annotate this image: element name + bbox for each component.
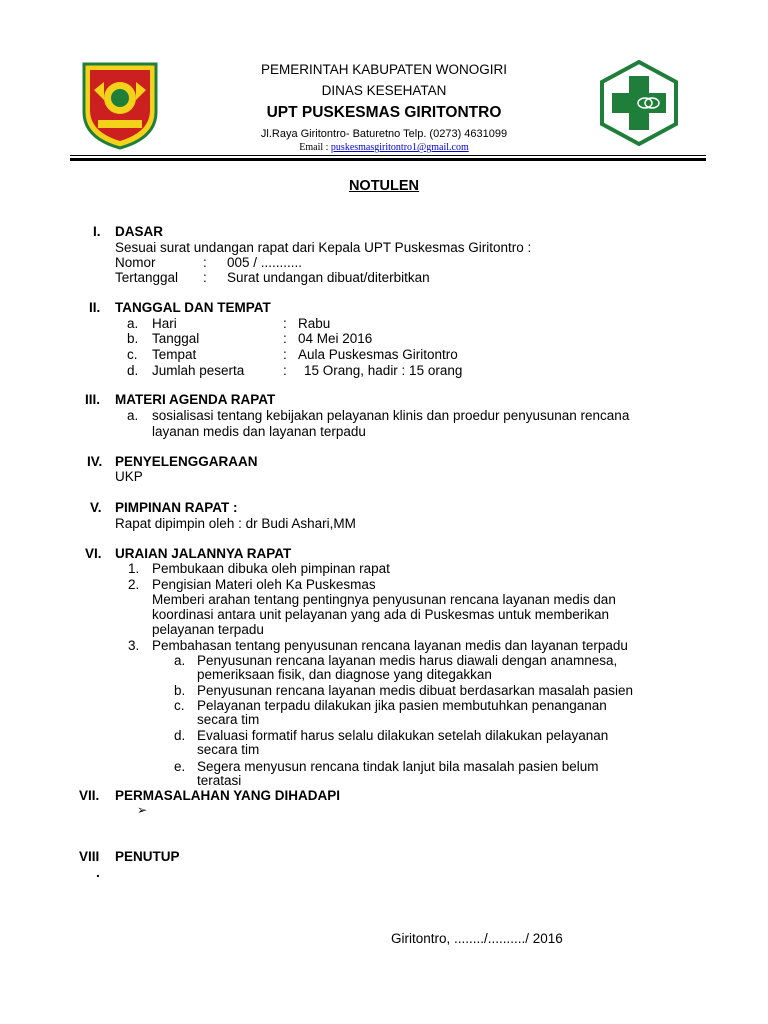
section-3-heading: MATERI AGENDA RAPAT	[115, 392, 276, 407]
section-7-number: VII.	[79, 788, 100, 803]
list-item-colon: :	[283, 347, 287, 362]
tertanggal-label: Tertanggal	[115, 270, 179, 285]
section-6-heading: URAIAN JALANNYA RAPAT	[115, 546, 292, 561]
section-4-number: IV.	[87, 454, 103, 469]
list-item-letter: c.	[127, 347, 138, 362]
list-item-text: Pembukaan dibuka oleh pimpinan rapat	[152, 561, 390, 576]
section-1-heading: DASAR	[115, 224, 164, 239]
tertanggal-value: Surat undangan dibuat/diterbitkan	[227, 270, 430, 285]
header-divider-thick	[70, 158, 706, 161]
header-institution: UPT PUSKESMAS GIRITONTRO	[266, 104, 502, 121]
tertanggal-colon: :	[203, 270, 207, 285]
list-item-letter: a.	[127, 408, 139, 423]
list-item-colon: :	[283, 363, 287, 378]
sub-item-text: Penyusunan rencana layanan medis harus diawali dengan anamnesa,	[197, 653, 618, 668]
list-item-label: Tanggal	[152, 331, 200, 346]
email-label: Email :	[299, 142, 331, 153]
nomor-label: Nomor	[115, 255, 156, 270]
list-item-detail: Memberi arahan tentang pentingnya penyusunan rencana layanan medis dan	[152, 592, 616, 607]
section-7-heading: PERMASALAHAN YANG DIHADAPI	[115, 788, 341, 803]
section-8-heading: PENUTUP	[115, 849, 180, 864]
sub-item-text: Penyusunan rencana layanan medis dibuat berdasarkan masalah pasien	[197, 683, 634, 698]
bullet-dot-icon: .	[96, 864, 100, 880]
header-government: PEMERINTAH KABUPATEN WONOGIRI	[260, 62, 508, 77]
document-title: NOTULEN	[348, 178, 420, 194]
list-item-label: Hari	[152, 316, 177, 331]
list-item-number: 1.	[128, 561, 140, 576]
sub-item-text: secara tim	[197, 742, 260, 757]
sub-item-letter: d.	[174, 728, 186, 743]
section-5-heading: PIMPINAN RAPAT :	[115, 500, 238, 515]
list-item-value: Aula Puskesmas Giritontro	[298, 347, 458, 362]
sub-item-text: secara tim	[197, 712, 260, 727]
sub-item-text: teratasi	[197, 773, 242, 788]
header-email-line	[0, 142, 768, 154]
sub-item-text: Evaluasi formatif harus selalu dilakukan setelah dilakukan pelayanan	[197, 728, 609, 743]
list-item-number: 3.	[128, 638, 140, 653]
section-5-text: Rapat dipimpin oleh : dr Budi Ashari,MM	[115, 516, 356, 531]
section-4-heading: PENYELENGGARAAN	[115, 454, 258, 469]
list-item-detail: pelayanan terpadu	[152, 622, 264, 637]
list-item-letter: a.	[127, 316, 139, 331]
sub-item-text: pemeriksaan fisik, dan diagnose yang ditegakkan	[197, 667, 492, 682]
nomor-colon: :	[203, 255, 207, 270]
header-address: Jl.Raya Giritontro- Baturetno Telp. (0273) 4631099	[260, 128, 508, 140]
sub-item-letter: e.	[174, 759, 186, 774]
nomor-value: 005 / ...........	[227, 255, 303, 270]
section-6-number: VI.	[85, 546, 102, 561]
list-item-detail: koordinasi antara unit pelayanan yang ada di Puskesmas untuk memberikan	[152, 607, 610, 622]
list-item-value: Rabu	[298, 316, 331, 331]
list-item-number: 2.	[128, 577, 140, 592]
list-item-text: Pembahasan tentang penyusunan rencana layanan medis dan layanan terpadu	[152, 638, 628, 653]
sub-item-text: Pelayanan terpadu dilakukan jika pasien membutuhkan penanganan	[197, 698, 607, 713]
section-2-number: II.	[89, 300, 101, 315]
list-item-letter: b.	[127, 331, 139, 346]
email-link[interactable]: puskesmasgiritontro1@gmail.com	[330, 142, 469, 153]
list-item-letter: d.	[127, 363, 139, 378]
header-agency: DINAS KESEHATAN	[321, 83, 447, 98]
sub-item-text: Segera menyusun rencana tindak lanjut bila masalah pasien belum	[197, 759, 599, 774]
section-1-text: Sesuai surat undangan rapat dari Kepala UPT Puskesmas Giritontro :	[115, 240, 532, 255]
list-item-colon: :	[283, 331, 287, 346]
section-2-heading: TANGGAL DAN TEMPAT	[115, 300, 271, 315]
list-item-value: 04 Mei 2016	[298, 331, 373, 346]
header-divider-thin	[70, 155, 706, 156]
list-item-text: Pengisian Materi oleh Ka Puskesmas	[152, 577, 376, 592]
section-5-number: V.	[90, 500, 102, 515]
arrow-bullet-icon: ➢	[137, 803, 148, 817]
list-item-text: sosialisasi tentang kebijakan pelayanan klinis dan proedur penyusunan rencana	[152, 408, 630, 423]
section-4-text: UKP	[115, 469, 143, 484]
list-item-label: Tempat	[152, 347, 197, 362]
sub-item-letter: c.	[174, 698, 185, 713]
section-8-number: VIII	[79, 849, 100, 864]
section-1-number: I.	[93, 224, 101, 239]
sub-item-letter: a.	[174, 653, 186, 668]
list-item-colon: :	[283, 316, 287, 331]
section-3-number: III.	[85, 392, 101, 407]
list-item-text: layanan medis dan layanan terpadu	[152, 424, 366, 439]
list-item-label: Jumlah peserta	[152, 363, 245, 378]
signature-place-date: Giritontro, ......../........../ 2016	[391, 931, 563, 946]
sub-item-letter: b.	[174, 683, 186, 698]
list-item-value: 15 Orang, hadir : 15 orang	[304, 363, 463, 378]
